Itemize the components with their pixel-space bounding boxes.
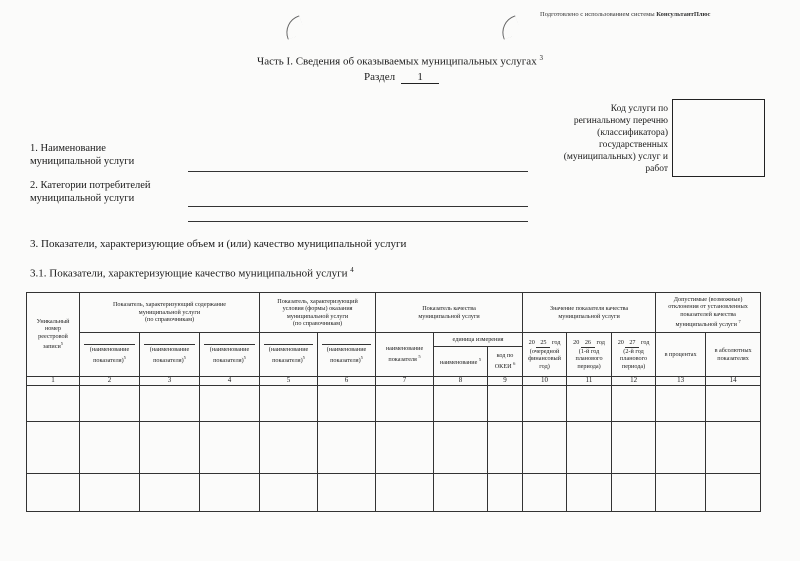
section-line: Раздел 1 <box>364 71 439 84</box>
part-title: Часть I. Сведения об оказываемых муниципальных услугах $^3$ <box>257 54 543 68</box>
col-number: 14 <box>706 377 761 386</box>
binding-hole-right <box>497 15 521 39</box>
section-number: 1 <box>401 71 439 84</box>
prepared-by-note: Подготовлено с использованием системы КонсультантПлюс <box>540 11 711 18</box>
cell[interactable] <box>80 474 140 512</box>
consumer-category-line-2[interactable] <box>188 221 528 222</box>
cell[interactable] <box>656 422 706 474</box>
cell[interactable] <box>260 474 318 512</box>
cell[interactable] <box>376 474 434 512</box>
cell[interactable] <box>80 386 140 422</box>
heading-3: 3. Показатели, характеризующие объем и (или) качество муниципальной услуги <box>30 238 407 250</box>
cell[interactable] <box>140 386 200 422</box>
cell[interactable] <box>200 422 260 474</box>
cell[interactable] <box>200 474 260 512</box>
deviation-percent: в процентах <box>656 333 706 377</box>
col-number: 6 <box>318 377 376 386</box>
cell[interactable] <box>200 386 260 422</box>
quality-indicator-name: наименование показателя $^5$ <box>376 333 434 377</box>
content-name-2: (наименование показателя)$^5$ <box>140 333 200 377</box>
cell[interactable] <box>27 422 80 474</box>
header-quality-value: Значение показателя качества муниципальной услуги <box>523 293 656 333</box>
value-year-2: 20 26 год (1-й год планового периода) <box>567 333 612 377</box>
cell[interactable] <box>376 422 434 474</box>
cell[interactable] <box>27 386 80 422</box>
header-content-indicator: Показатель, характеризующий содержание муниципальной услуги (по справочникам) <box>80 293 260 333</box>
cell[interactable] <box>434 422 488 474</box>
col-number: 1 <box>27 377 80 386</box>
col-number: 10 <box>523 377 567 386</box>
cell[interactable] <box>488 474 523 512</box>
col-number: 7 <box>376 377 434 386</box>
value-year-1: 20 25 год (очередной финансовый год) <box>523 333 567 377</box>
col-number: 3 <box>140 377 200 386</box>
deviation-absolute: в абсолютных показателях <box>706 333 761 377</box>
cell[interactable] <box>488 422 523 474</box>
cell[interactable] <box>318 474 376 512</box>
quality-indicators-table <box>26 292 761 512</box>
column-numbers-row <box>27 377 761 386</box>
col-number: 8 <box>434 377 488 386</box>
cell[interactable] <box>318 386 376 422</box>
cell[interactable] <box>318 422 376 474</box>
consumer-category-label: 2. Категории потребителей муниципальной услуги <box>30 180 151 204</box>
condition-name-2: (наименование показателя)$^5$ <box>318 333 376 377</box>
cell[interactable] <box>434 386 488 422</box>
table-row <box>27 422 761 474</box>
header-conditions-indicator: Показатель, характеризующий условия (формы) оказания муниципальной услуги (по справочникам) <box>260 293 376 333</box>
cell[interactable] <box>523 422 567 474</box>
col-number: 4 <box>200 377 260 386</box>
cell[interactable] <box>434 474 488 512</box>
content-name-3: (наименование показателя)$^5$ <box>200 333 260 377</box>
service-code-label: Код услуги по регинальному перечню (классификатора) государственных (муниципальных) услуг и работ <box>563 104 668 174</box>
cell[interactable] <box>523 474 567 512</box>
service-name-line[interactable] <box>188 171 528 172</box>
cell[interactable] <box>567 474 612 512</box>
cell[interactable] <box>567 386 612 422</box>
cell[interactable] <box>260 422 318 474</box>
cell[interactable] <box>567 422 612 474</box>
service-name-label: 1. Наименование муниципальной услуги <box>30 143 135 167</box>
cell[interactable] <box>80 422 140 474</box>
cell[interactable] <box>523 386 567 422</box>
cell[interactable] <box>612 422 656 474</box>
col-number: 9 <box>488 377 523 386</box>
col-number: 12 <box>612 377 656 386</box>
cell[interactable] <box>706 386 761 422</box>
cell[interactable] <box>706 474 761 512</box>
cell[interactable] <box>706 422 761 474</box>
header-allowed-deviation: Допустимые (возможные) отклонения от установленных показателей качества муниципальной услуги $^7$ <box>656 293 761 333</box>
header-unique-number: Уникальный номер реестровой записи$^5$ <box>27 293 80 377</box>
cell[interactable] <box>488 386 523 422</box>
cell[interactable] <box>656 474 706 512</box>
cell[interactable] <box>376 386 434 422</box>
cell[interactable] <box>140 474 200 512</box>
cell[interactable] <box>612 386 656 422</box>
service-code-box[interactable] <box>672 99 765 177</box>
col-number: 13 <box>656 377 706 386</box>
cell[interactable] <box>612 474 656 512</box>
col-number: 11 <box>567 377 612 386</box>
cell[interactable] <box>27 474 80 512</box>
table-row <box>27 386 761 422</box>
header-quality-indicator: Показатель качества муниципальной услуги <box>376 293 523 333</box>
condition-name-1: (наименование показателя)$^5$ <box>260 333 318 377</box>
content-name-1: (наименование показателя)$^5$ <box>80 333 140 377</box>
heading-3-1: 3.1. Показатели, характеризующие качество муниципальной услуги $^4$ <box>30 266 354 280</box>
table-row <box>27 474 761 512</box>
cell[interactable] <box>260 386 318 422</box>
unit-okei-code: код по ОКЕИ $^6$ <box>488 347 523 377</box>
binding-hole-left <box>281 15 305 39</box>
cell[interactable] <box>140 422 200 474</box>
col-number: 2 <box>80 377 140 386</box>
unit-name: наименование $^5$ <box>434 347 488 377</box>
col-number: 5 <box>260 377 318 386</box>
unit-header: единица измерения <box>434 333 523 347</box>
consumer-category-line-1[interactable] <box>188 206 528 207</box>
value-year-3: 20 27 год (2-й год планового периода) <box>612 333 656 377</box>
cell[interactable] <box>656 386 706 422</box>
